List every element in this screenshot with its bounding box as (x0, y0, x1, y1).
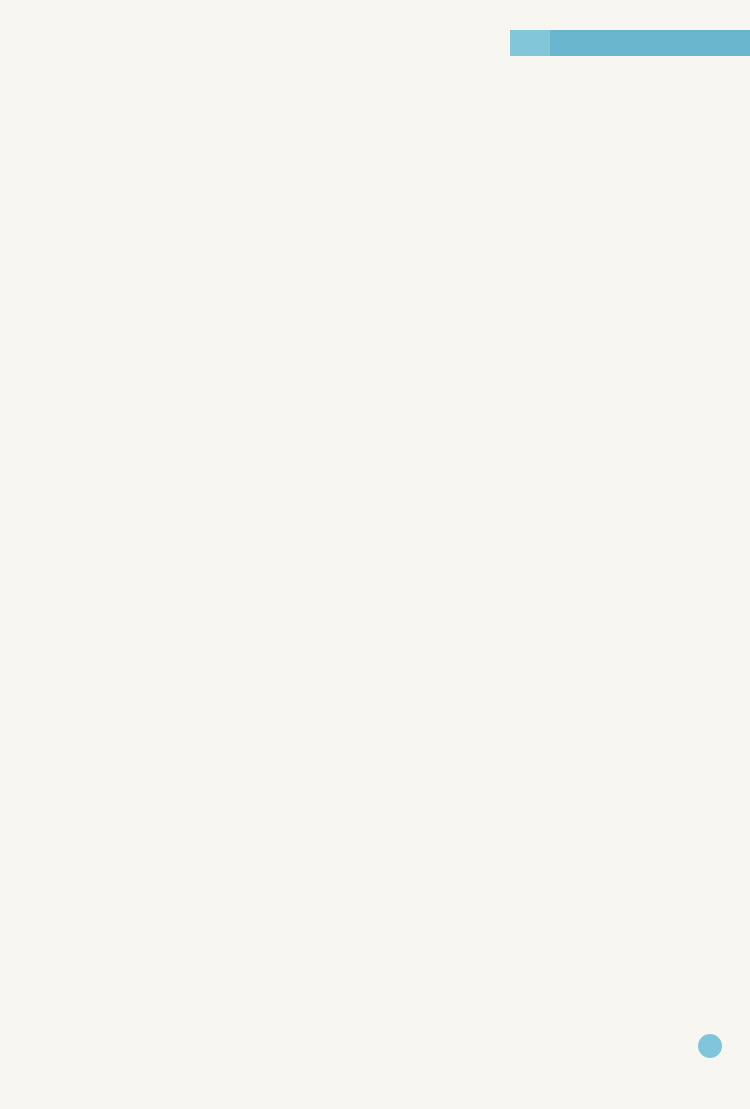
header-tab (550, 30, 750, 56)
page-number-badge (698, 1034, 722, 1058)
header-bar (510, 30, 750, 56)
section-title (0, 346, 750, 371)
